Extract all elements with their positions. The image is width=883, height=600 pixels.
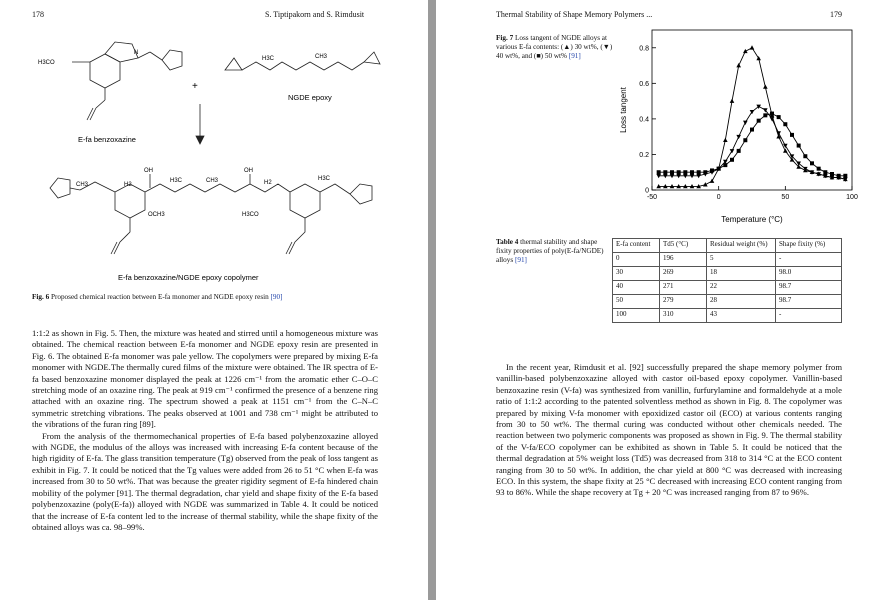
fig7-caption-ref[interactable]: [91]	[568, 52, 581, 60]
table4	[612, 238, 842, 323]
left-body-text	[32, 328, 378, 533]
y-tick-label: 0.4	[639, 116, 649, 124]
data-point-triangle-up	[730, 99, 735, 103]
epoxy-name: NGDE epoxy	[288, 93, 332, 102]
data-point-square	[683, 170, 687, 174]
data-point-triangle-up	[743, 49, 748, 53]
table-header-row	[613, 239, 842, 253]
data-point-square	[843, 174, 847, 178]
data-point-square	[790, 133, 794, 137]
label-ch3-left: CH3	[76, 182, 89, 188]
table-cell: 98.7	[776, 295, 842, 309]
table-header-cell: Td5 (°C)	[660, 239, 707, 253]
monomer-benzene-ring	[90, 54, 120, 88]
fig6-caption-ref[interactable]: [90]	[270, 293, 283, 301]
table-cell: -	[776, 253, 842, 267]
data-point-square	[823, 170, 827, 174]
data-point-square	[803, 154, 807, 158]
data-point-triangle-down	[736, 135, 741, 139]
data-point-square	[777, 115, 781, 119]
data-point-triangle-up	[736, 63, 741, 67]
table-row	[613, 281, 842, 295]
copolymer-furan-right	[350, 184, 372, 204]
data-point-triangle-down	[776, 131, 781, 135]
table-cell: 0	[613, 253, 660, 267]
data-point-square	[710, 168, 714, 172]
right-page	[436, 0, 883, 600]
data-point-square	[757, 119, 761, 123]
table-header-cell: Shape fixity (%)	[776, 239, 842, 253]
y-tick-label: 0.2	[639, 151, 649, 159]
copolymer-ring-left	[115, 184, 145, 218]
data-point-square	[657, 170, 661, 174]
table-cell: 28	[707, 295, 776, 309]
data-point-triangle-up	[763, 84, 768, 88]
right-paragraph-1: In the recent year, Rimdusit et al. [92] successfully prepared the shape memory polymer from vanillin-based polybenzoxazine alloyed with castor oil-based epoxy copolymer. Vanillin-based benzoxazine resin (V-fa) was synthesized from vanillin, furfurylamine and formaldehyde at a mole ratio of 1:1:2 according to the patented solventless method as shown in Fig. 8. The copolymer was prepared by mixing V-fa monomer with epoxidized castor oil (ECO) at various contents ranging from 30 to 50 wt%. The thermal curing was conducted without other chemicals needed. The reaction between two polymeric components was proposed as shown in Fig. 9. The thermal stability of the V-fa/ECO copolymer can be exhibited as shown in Table 5. It could be noticed that the thermal degradation at 5% weight loss (Td5) was decreased from 318 to 314 °C at the ECO content ranging from 30 to 50 wt%. In addition, the char yield at 800 °C was decreased with increasing ECO. In this system, the shape fixity at 25 °C decreased with increasing ECO content ranging from 93 to 86%. While the shape recovery at Tg + 20 °C was increased ranging from 87 to 96%.	[496, 362, 842, 498]
label-h3co-copolymer: H3CO	[242, 212, 259, 218]
label-n: N	[134, 50, 139, 56]
table4-caption	[496, 238, 608, 265]
label-och3: OCH3	[148, 212, 165, 218]
table-cell: 271	[660, 281, 707, 295]
data-point-square	[670, 170, 674, 174]
label-h3c-copolymer: H3C	[170, 178, 183, 184]
data-point-square	[830, 172, 834, 176]
table-cell: 196	[660, 253, 707, 267]
table4-caption-ref[interactable]: [91]	[514, 256, 527, 264]
table-row	[613, 309, 842, 323]
left-paragraph-1: 1:1:2 as shown in Fig. 5. Then, the mixture was heated and stirred until a homogeneous mixture was obtained. The chemical reaction between E-fa monomer and NGDE epoxy resin are presented in Fig. 6. The obtained E-fa monomer was pale yellow. The copolymers were prepared by mixing E-fa monomer with NGDE.The thermally cured films of the mixture were obtained. The IR spectra of E-fa based benzoxazine monomer displayed the peak at 1226 cm⁻¹ from the aromatic ether C–O–C stretching mode of an oxazine ring. The peak at 919 cm⁻¹ confirmed the presence of a benzene ring attached with an oxazine ring. The spectrum showed a peak at 1151 cm⁻¹ from the C–N–C symmetric stretching vibrations. The peaks observed at 1001 and 738 cm⁻¹ might be attributed to the vibrations of the furan ring [89].	[32, 328, 378, 430]
page-number-right: 179	[830, 10, 842, 19]
running-head: S. Tiptipakorn and S. Rimdusit	[265, 10, 365, 19]
data-point-square	[743, 138, 747, 142]
label-h2-right: H2	[264, 180, 272, 186]
label-ch3: CH3	[315, 54, 328, 60]
table-header-cell: E-fa content	[613, 239, 660, 253]
plus-sign: +	[192, 81, 198, 92]
data-point-square	[730, 158, 734, 162]
table-cell: 100	[613, 309, 660, 323]
data-point-triangle-up	[710, 179, 715, 183]
fig6-caption-label: Fig. 6	[32, 293, 50, 301]
fig7-caption-text: Loss tangent of NGDE alloys at various E-fa contents: (▲) 30 wt%, (▼) 40 wt%, and (■) 50 wt%	[496, 34, 613, 60]
table-cell: 269	[660, 267, 707, 281]
series-line-3	[659, 114, 846, 176]
fig7-caption-label: Fig. 7	[496, 34, 514, 42]
label-ch3-copolymer: CH3	[206, 178, 219, 184]
label-oh-right: OH	[244, 168, 253, 174]
data-point-square	[723, 163, 727, 167]
copolymer-furan-left	[50, 178, 70, 198]
data-point-square	[817, 167, 821, 171]
monomer-name: E-fa benzoxazine	[78, 135, 136, 144]
data-point-square	[810, 161, 814, 165]
data-point-triangle-down	[743, 121, 748, 125]
table-cell: 279	[660, 295, 707, 309]
data-point-triangle-down	[843, 178, 848, 182]
table-cell: -	[776, 309, 842, 323]
y-axis-label: Loss tangent	[619, 87, 628, 133]
left-page	[0, 0, 428, 600]
data-point-square	[717, 167, 721, 171]
data-point-square	[837, 174, 841, 178]
data-point-square	[770, 112, 774, 116]
fig6-caption-text: Proposed chemical reaction between E-fa monomer and NGDE epoxy resin	[50, 293, 269, 301]
table-cell: 310	[660, 309, 707, 323]
table-row	[613, 267, 842, 281]
fig6-reaction-scheme	[20, 22, 420, 284]
label-h2-left: H2	[124, 182, 132, 188]
fig7-loss-tangent-chart	[612, 20, 872, 230]
label-h3c-right: H3C	[318, 176, 331, 182]
data-point-triangle-up	[750, 45, 755, 49]
epoxy-ring-right	[364, 52, 380, 64]
table-row	[613, 295, 842, 309]
data-point-square	[690, 170, 694, 174]
x-tick-label: 100	[846, 194, 858, 201]
page-number: 178	[32, 10, 44, 19]
table-cell: 98.0	[776, 267, 842, 281]
left-paragraph-2: From the analysis of the thermomechanical properties of E-fa based polybenzoxazine alloyed with NGDE, the modulus of the alloys was increased with increasing E-fa content because of the high rigidity of E-fa. The glass transition temperature (Tg) observed from the peak of loss tangent as exhibit in Fig. 7. It could be noticed that the Tg values were added from 26 to 51 °C when E-fa was increased from 30 to 50 wt%. That was because the greater rigidity segment of E-fa hindered chain mobility of the polymer [91]. The thermal degradation, char yield and shape fixity of the E-fa based polybenzoxazine (poly(E-fa)) alloyed with NGDE was summarized in Table 4. It could be noticed that the increase of E-fa content led to the increase of thermal stability, while the shape fixity of the obtained alloys was ca. 98–99%.	[32, 430, 378, 532]
y-tick-label: 0.6	[639, 80, 649, 88]
data-point-square	[697, 170, 701, 174]
data-point-square	[763, 113, 767, 117]
data-point-square	[663, 170, 667, 174]
running-head-right: Thermal Stability of Shape Memory Polymers ...	[496, 10, 653, 19]
fig6-caption	[32, 293, 402, 302]
data-point-square	[677, 170, 681, 174]
data-point-triangle-up	[723, 138, 728, 142]
copolymer-ring-right	[290, 184, 320, 218]
series-line-1	[659, 48, 846, 187]
data-point-square	[703, 170, 707, 174]
table-cell: 5	[707, 253, 776, 267]
label-h3c: H3C	[262, 56, 275, 62]
monomer-furan-ring	[162, 50, 182, 70]
copolymer-name: E-fa benzoxazine/NGDE epoxy copolymer	[118, 273, 259, 282]
table-cell: 30	[613, 267, 660, 281]
table-header-cell: Residual weight (%)	[707, 239, 776, 253]
label-h3co: H3CO	[38, 60, 55, 66]
y-tick-label: 0	[645, 187, 649, 195]
table-cell: 98.7	[776, 281, 842, 295]
fig7-caption	[496, 34, 614, 61]
table-cell: 40	[613, 281, 660, 295]
data-point-square	[783, 122, 787, 126]
right-body-text	[496, 362, 842, 499]
table-cell: 43	[707, 309, 776, 323]
data-point-square	[797, 144, 801, 148]
table-cell: 22	[707, 281, 776, 295]
x-tick-label: 50	[781, 194, 790, 201]
label-oh-left: OH	[144, 168, 153, 174]
y-tick-label: 0.8	[639, 45, 649, 53]
epoxy-ring-left	[225, 58, 242, 70]
x-axis-label: Temperature (°C)	[721, 215, 783, 224]
x-tick-label: -50	[646, 194, 658, 201]
table-cell: 50	[613, 295, 660, 309]
table4-caption-text: thermal stability and shape fixity properties of poly(E-fa/NGDE) alloys	[496, 238, 604, 264]
table4-caption-label: Table 4	[496, 238, 519, 246]
table-row	[613, 253, 842, 267]
data-point-square	[750, 128, 754, 132]
data-point-square	[737, 149, 741, 153]
table-cell: 18	[707, 267, 776, 281]
x-tick-label: 0	[716, 194, 721, 201]
